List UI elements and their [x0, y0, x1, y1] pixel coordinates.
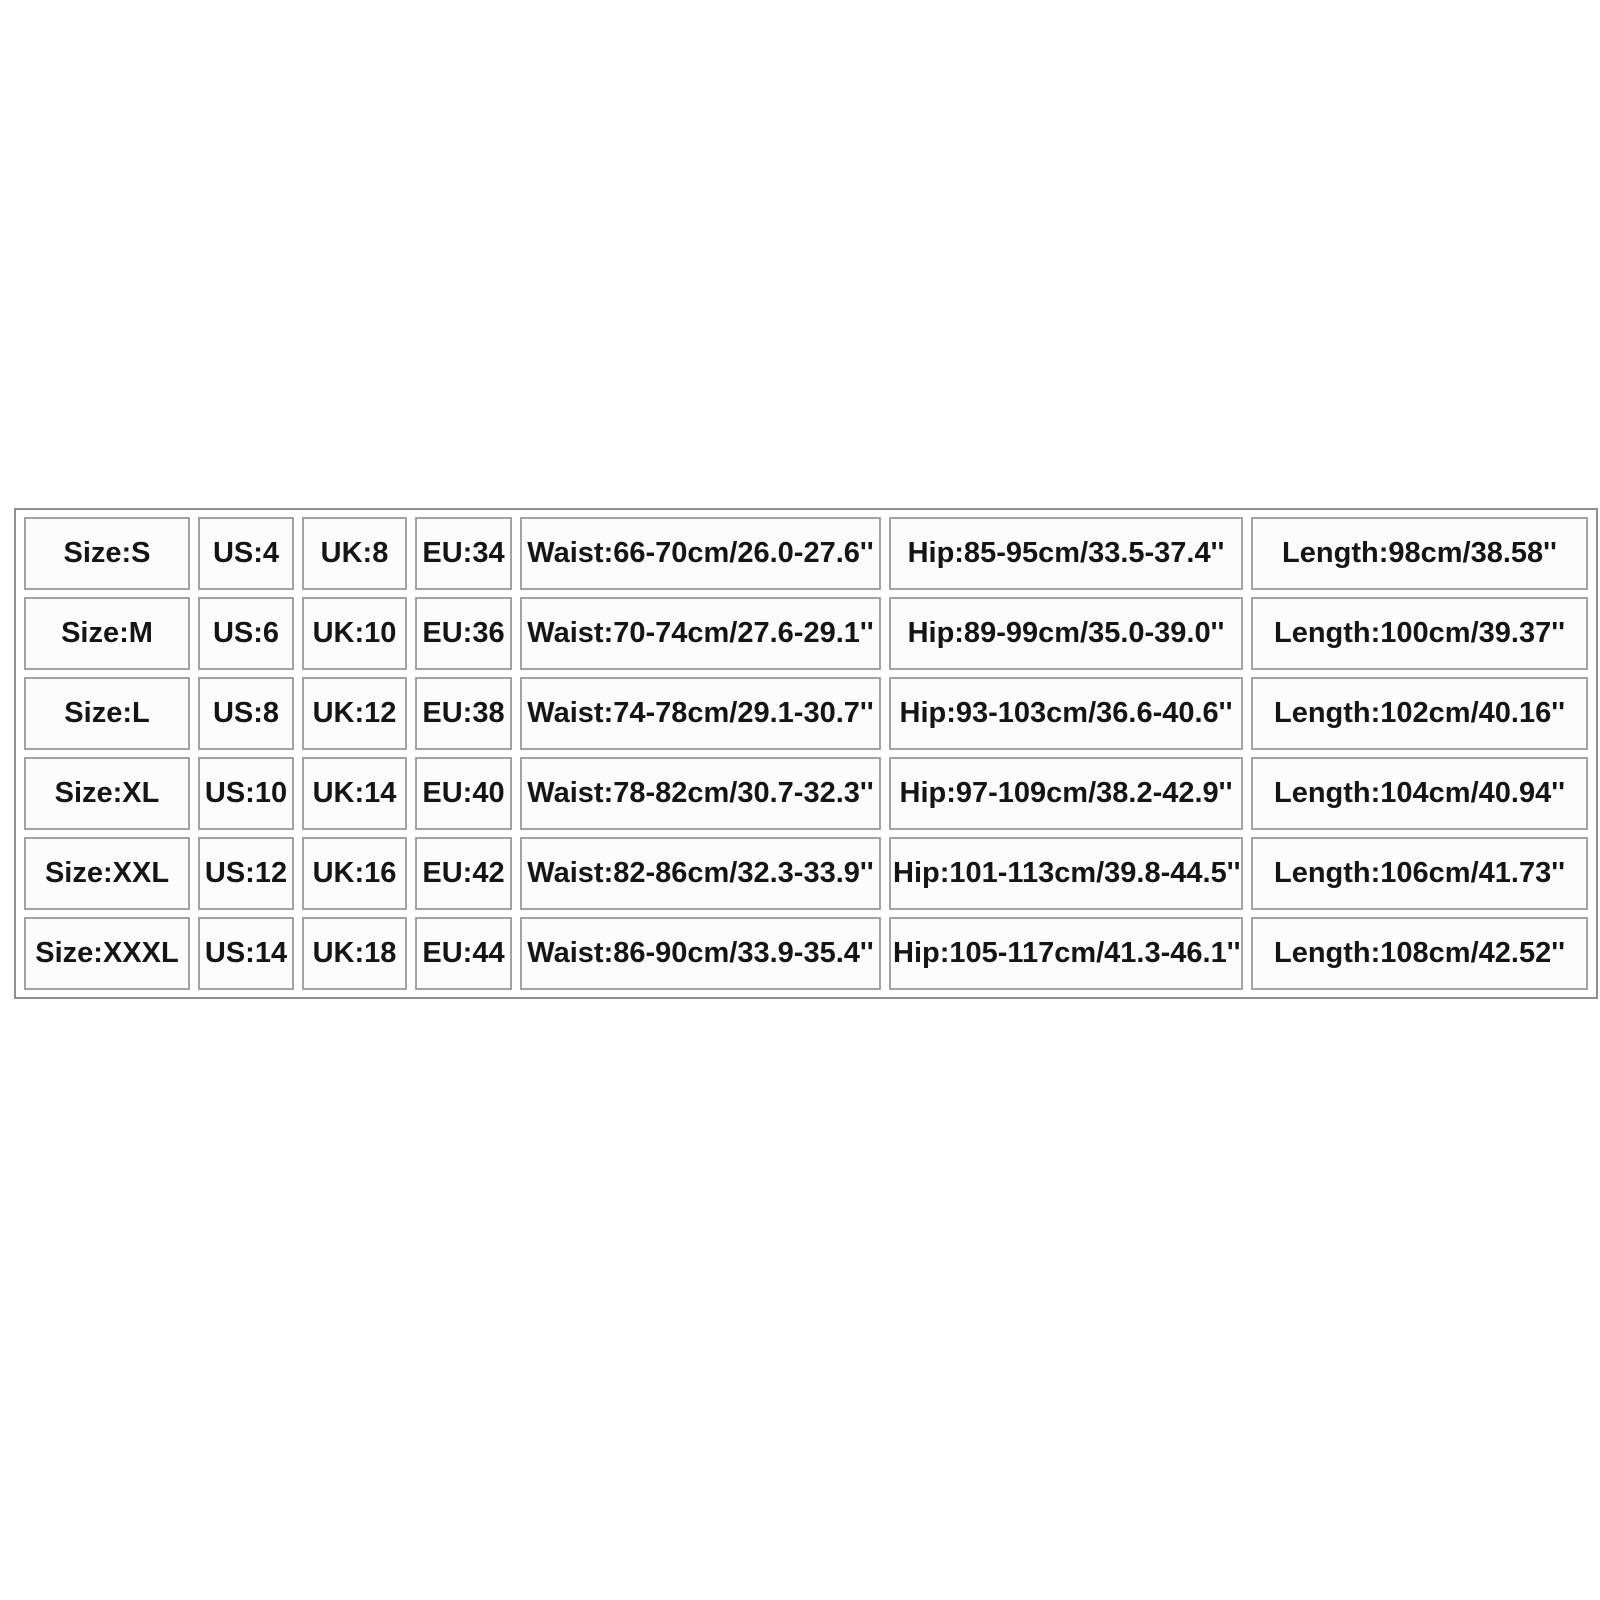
waist-cell: Waist:70-74cm/27.6-29.1''	[520, 597, 881, 670]
size-cell: Size:M	[24, 597, 190, 670]
uk-cell: UK:16	[302, 837, 407, 910]
us-cell: US:10	[198, 757, 294, 830]
length-cell: Length:100cm/39.37''	[1251, 597, 1588, 670]
table-row	[24, 597, 1588, 670]
waist-cell: Waist:78-82cm/30.7-32.3''	[520, 757, 881, 830]
us-cell: US:12	[198, 837, 294, 910]
length-cell: Length:108cm/42.52''	[1251, 917, 1588, 990]
us-cell: US:8	[198, 677, 294, 750]
eu-cell: EU:38	[415, 677, 512, 750]
hip-cell: Hip:93-103cm/36.6-40.6''	[889, 677, 1243, 750]
us-cell: US:4	[198, 517, 294, 590]
hip-cell: Hip:97-109cm/38.2-42.9''	[889, 757, 1243, 830]
table-row	[24, 837, 1588, 910]
length-cell: Length:106cm/41.73''	[1251, 837, 1588, 910]
us-cell: US:6	[198, 597, 294, 670]
size-cell: Size:XXXL	[24, 917, 190, 990]
uk-cell: UK:14	[302, 757, 407, 830]
waist-cell: Waist:74-78cm/29.1-30.7''	[520, 677, 881, 750]
length-cell: Length:98cm/38.58''	[1251, 517, 1588, 590]
length-cell: Length:102cm/40.16''	[1251, 677, 1588, 750]
table-row	[24, 917, 1588, 990]
table-row	[24, 757, 1588, 830]
waist-cell: Waist:66-70cm/26.0-27.6''	[520, 517, 881, 590]
hip-cell: Hip:101-113cm/39.8-44.5''	[889, 837, 1243, 910]
uk-cell: UK:12	[302, 677, 407, 750]
hip-cell: Hip:89-99cm/35.0-39.0''	[889, 597, 1243, 670]
size-cell: Size:S	[24, 517, 190, 590]
table-row	[24, 677, 1588, 750]
eu-cell: EU:44	[415, 917, 512, 990]
hip-cell: Hip:105-117cm/41.3-46.1''	[889, 917, 1243, 990]
waist-cell: Waist:82-86cm/32.3-33.9''	[520, 837, 881, 910]
uk-cell: UK:18	[302, 917, 407, 990]
hip-cell: Hip:85-95cm/33.5-37.4''	[889, 517, 1243, 590]
table-row	[24, 517, 1588, 590]
size-cell: Size:XXL	[24, 837, 190, 910]
us-cell: US:14	[198, 917, 294, 990]
uk-cell: UK:10	[302, 597, 407, 670]
size-chart-table	[14, 508, 1598, 999]
waist-cell: Waist:86-90cm/33.9-35.4''	[520, 917, 881, 990]
uk-cell: UK:8	[302, 517, 407, 590]
length-cell: Length:104cm/40.94''	[1251, 757, 1588, 830]
eu-cell: EU:34	[415, 517, 512, 590]
eu-cell: EU:36	[415, 597, 512, 670]
eu-cell: EU:42	[415, 837, 512, 910]
size-cell: Size:L	[24, 677, 190, 750]
size-cell: Size:XL	[24, 757, 190, 830]
eu-cell: EU:40	[415, 757, 512, 830]
